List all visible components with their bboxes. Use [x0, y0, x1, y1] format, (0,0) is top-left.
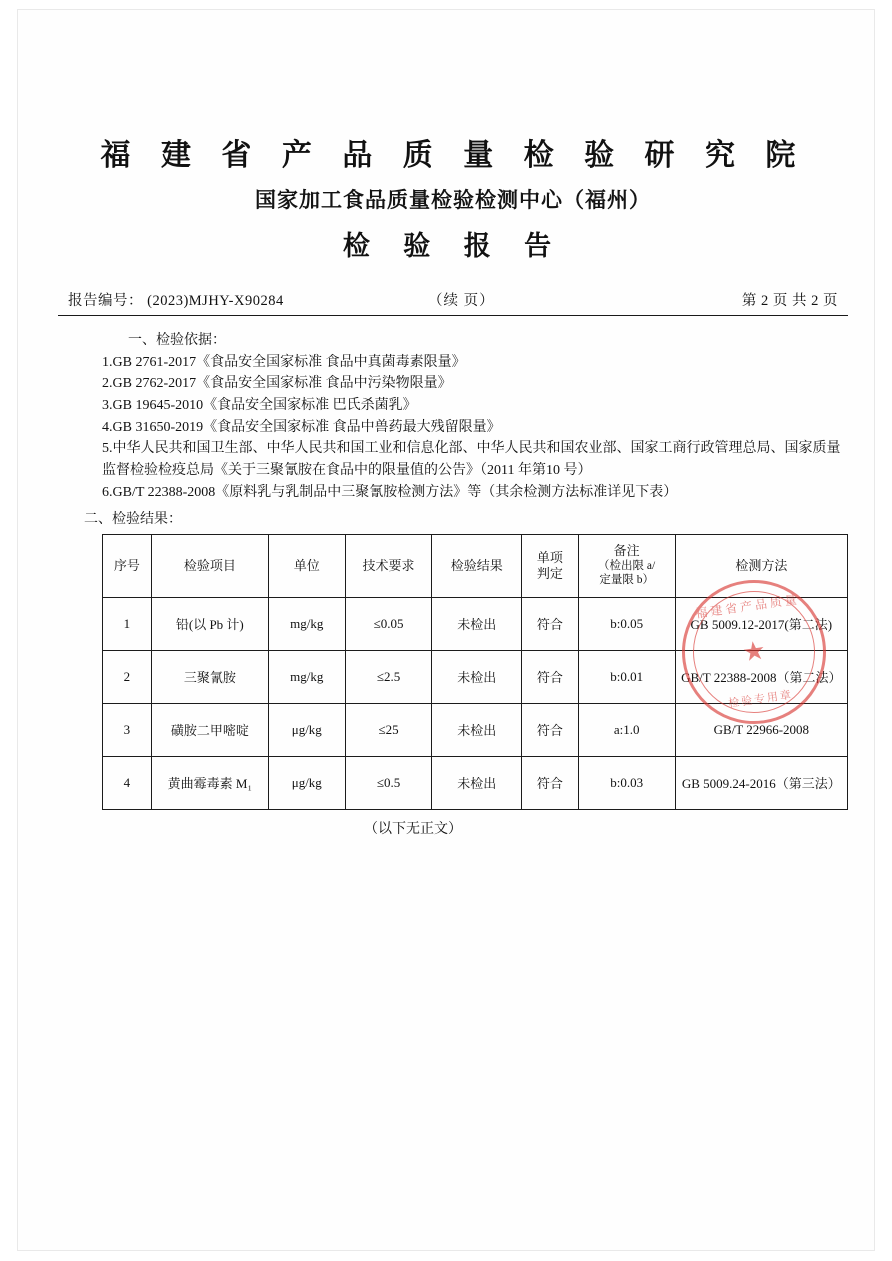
remark-head-line3: 定量限 b） — [599, 574, 654, 587]
report-content — [58, 130, 848, 838]
basis-item: 2.GB 2762-2017《食品安全国家标准 食品中污染物限量》 — [102, 376, 452, 392]
cell-remark: b:0.01 — [578, 650, 675, 703]
table-row — [103, 756, 848, 809]
basis-item: 3.GB 19645-2010《食品安全国家标准 巴氏杀菌乳》 — [102, 398, 417, 414]
cell-item: 黄曲霉毒素 M₁ — [151, 756, 268, 809]
report-number — [68, 289, 284, 310]
cell-remark: b:0.05 — [578, 597, 675, 650]
report-meta-row — [58, 289, 848, 311]
header-divider — [58, 315, 848, 316]
cell-method: GB/T 22966-2008 — [675, 703, 847, 756]
judgement-head-line2: 判定 — [536, 565, 563, 581]
cell-unit: μg/kg — [268, 703, 345, 756]
column-header-remark — [578, 534, 675, 597]
page-indicator: 第 2 页 共 2 页 — [741, 293, 838, 309]
cell-remark: b:0.03 — [578, 756, 675, 809]
cell-result: 未检出 — [432, 650, 522, 703]
inspection-results-table — [102, 534, 848, 810]
cell-result: 未检出 — [432, 597, 522, 650]
column-header-requirement: 技术要求 — [345, 534, 432, 597]
cell-no: 3 — [103, 703, 152, 756]
column-header-result: 检验结果 — [432, 534, 522, 597]
scanned-sheet — [18, 10, 874, 1250]
cell-item: 铅(以 Pb 计) — [151, 597, 268, 650]
column-header-method: 检测方法 — [675, 534, 847, 597]
basis-item: 4.GB 31650-2019《食品安全国家标准 食品中兽药最大残留限量》 — [102, 419, 501, 435]
cell-unit: μg/kg — [268, 756, 345, 809]
cell-method: GB 5009.12-2017(第二法) — [675, 597, 847, 650]
table-row — [103, 597, 848, 650]
column-header-item: 检验项目 — [151, 534, 268, 597]
column-header-unit: 单位 — [268, 534, 345, 597]
column-header-no: 序号 — [103, 534, 152, 597]
report-number-label: 报告编号： — [68, 293, 143, 309]
column-header-judgement — [522, 534, 579, 597]
table-header-row — [103, 534, 848, 597]
basis-item: 5.中华人民共和国卫生部、中华人民共和国工业和信息化部、中华人民共和国农业部、国家工商行政管理总局、国家质量监督检验检疫总局《关于三聚氰胺在食品中的限量值的公告》（2011 年第10 号） — [102, 441, 841, 479]
cell-requirement: ≤25 — [345, 703, 432, 756]
cell-judgement: 符合 — [522, 597, 579, 650]
table-row — [103, 703, 848, 756]
basis-heading: 一、检验依据： — [128, 333, 226, 348]
table-row — [103, 650, 848, 703]
cell-unit: mg/kg — [268, 650, 345, 703]
continued-label: （续 页） — [428, 293, 495, 309]
judgement-head-line1: 单项 — [536, 549, 563, 565]
cell-judgement: 符合 — [522, 703, 579, 756]
remark-head-line1: 备注 — [613, 543, 640, 559]
basis-section — [58, 330, 848, 504]
cell-judgement: 符合 — [522, 650, 579, 703]
no-further-text-note: （以下无正文） — [364, 821, 462, 837]
cell-item: 磺胺二甲嘧啶 — [151, 703, 268, 756]
results-heading: 二、检验结果： — [84, 511, 182, 527]
basis-item: 6.GB/T 22388-2008《原料乳与乳制品中三聚氰胺检测方法》等（其余检测方法标准详见下表） — [102, 484, 678, 500]
remark-head-line2: （检出限 a/ — [598, 559, 656, 572]
seal-top-text: 福建省产品质量 — [694, 592, 801, 621]
cell-judgement: 符合 — [522, 756, 579, 809]
institute-title: 福 建 省 产 品 质 量 检 验 研 究 院 — [100, 138, 806, 173]
cell-unit: mg/kg — [268, 597, 345, 650]
cell-requirement: ≤0.05 — [345, 597, 432, 650]
cell-result: 未检出 — [432, 756, 522, 809]
cell-no: 2 — [103, 650, 152, 703]
cell-no: 1 — [103, 597, 152, 650]
star-icon: ★ — [740, 635, 768, 668]
report-number-value: (2023)MJHY-X90284 — [147, 293, 284, 309]
cell-item: 三聚氰胺 — [151, 650, 268, 703]
cell-no: 4 — [103, 756, 152, 809]
cell-method: GB/T 22388-2008（第二法） — [675, 650, 847, 703]
basis-item: 1.GB 2761-2017《食品安全国家标准 食品中真菌毒素限量》 — [102, 354, 466, 370]
cell-result: 未检出 — [432, 703, 522, 756]
cell-remark: a:1.0 — [578, 703, 675, 756]
report-title: 检 验 报 告 — [342, 231, 564, 262]
cell-method: GB 5009.24-2016（第三法） — [675, 756, 847, 809]
cell-requirement: ≤2.5 — [345, 650, 432, 703]
seal-bottom-text: 检验专用章 — [727, 689, 794, 710]
cell-requirement: ≤0.5 — [345, 756, 432, 809]
center-title: 国家加工食品质量检验检测中心（福州） — [255, 187, 651, 212]
